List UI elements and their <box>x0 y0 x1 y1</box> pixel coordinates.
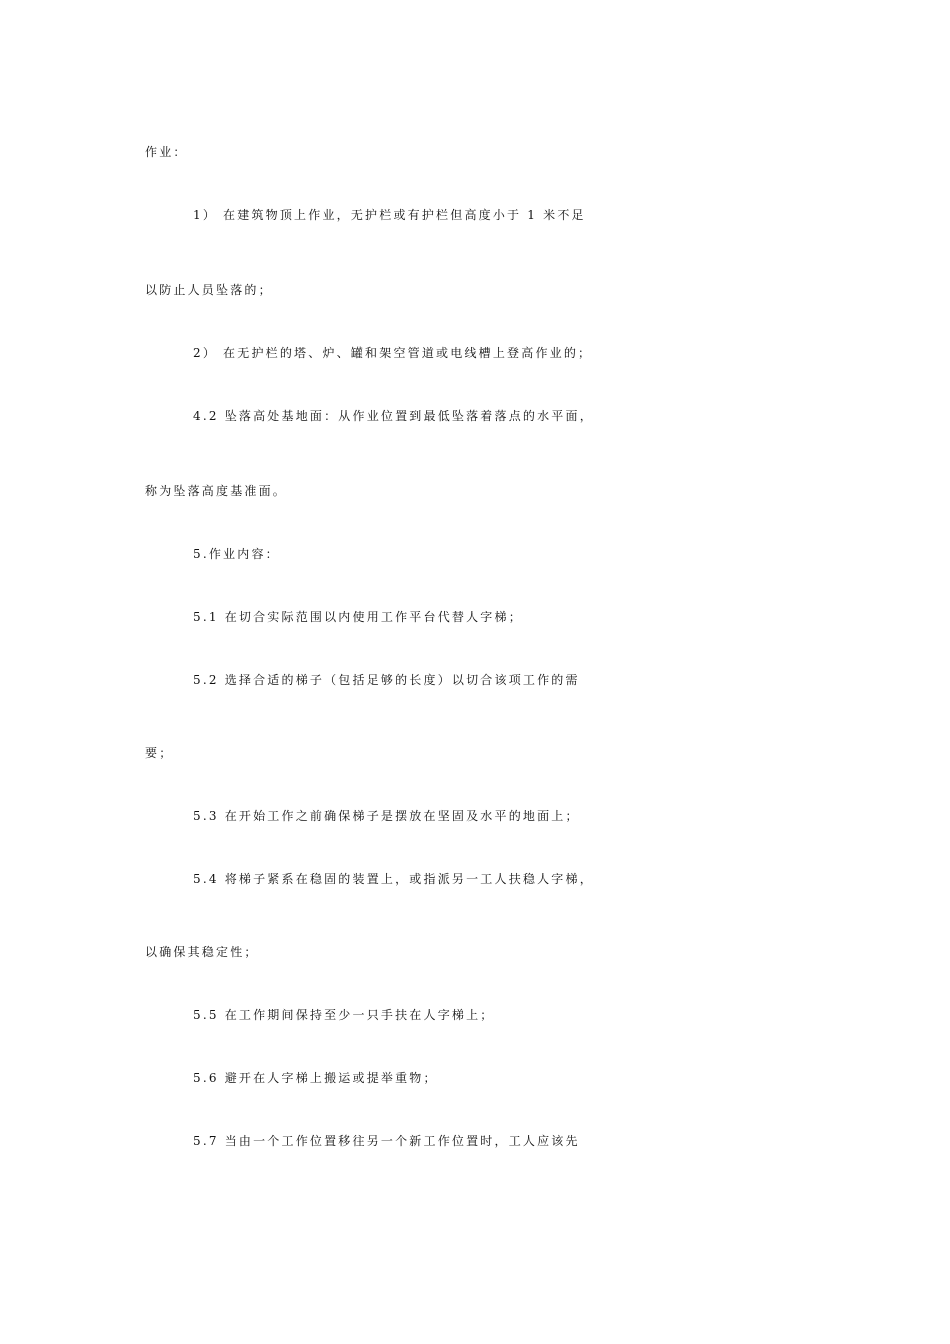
text-line: 5.2 选择合适的梯子（包括足够的长度）以切合该项工作的需 <box>193 673 580 687</box>
text-line: 1） 在建筑物顶上作业，无护栏或有护栏但高度小于 1 米不足 <box>193 208 586 222</box>
text-line: 以确保其稳定性； <box>145 945 259 959</box>
text-line: 5.6 避开在人字梯上搬运或提举重物； <box>193 1071 438 1085</box>
text-line: 5.4 将梯子紧系在稳固的装置上，或指派另一工人扶稳人字梯， <box>193 872 594 886</box>
text-line: 5.5 在工作期间保持至少一只手扶在人字梯上； <box>193 1008 495 1022</box>
text-line: 称为坠落高度基准面。 <box>145 484 288 498</box>
text-line: 以防止人员坠落的； <box>145 283 273 297</box>
text-line: 5.3 在开始工作之前确保梯子是摆放在坚固及水平的地面上； <box>193 809 580 823</box>
text-line: 5.作业内容： <box>193 547 280 561</box>
text-line: 作业： <box>145 145 188 159</box>
text-line: 要； <box>145 746 174 760</box>
text-line: 5.1 在切合实际范围以内使用工作平台代替人字梯； <box>193 610 523 624</box>
text-line: 4.2 坠落高处基地面：从作业位置到最低坠落着落点的水平面， <box>193 409 594 423</box>
text-line: 2） 在无护栏的塔、炉、罐和架空管道或电线槽上登高作业的； <box>193 346 593 360</box>
text-line: 5.7 当由一个工作位置移往另一个新工作位置时，工人应该先 <box>193 1134 580 1148</box>
